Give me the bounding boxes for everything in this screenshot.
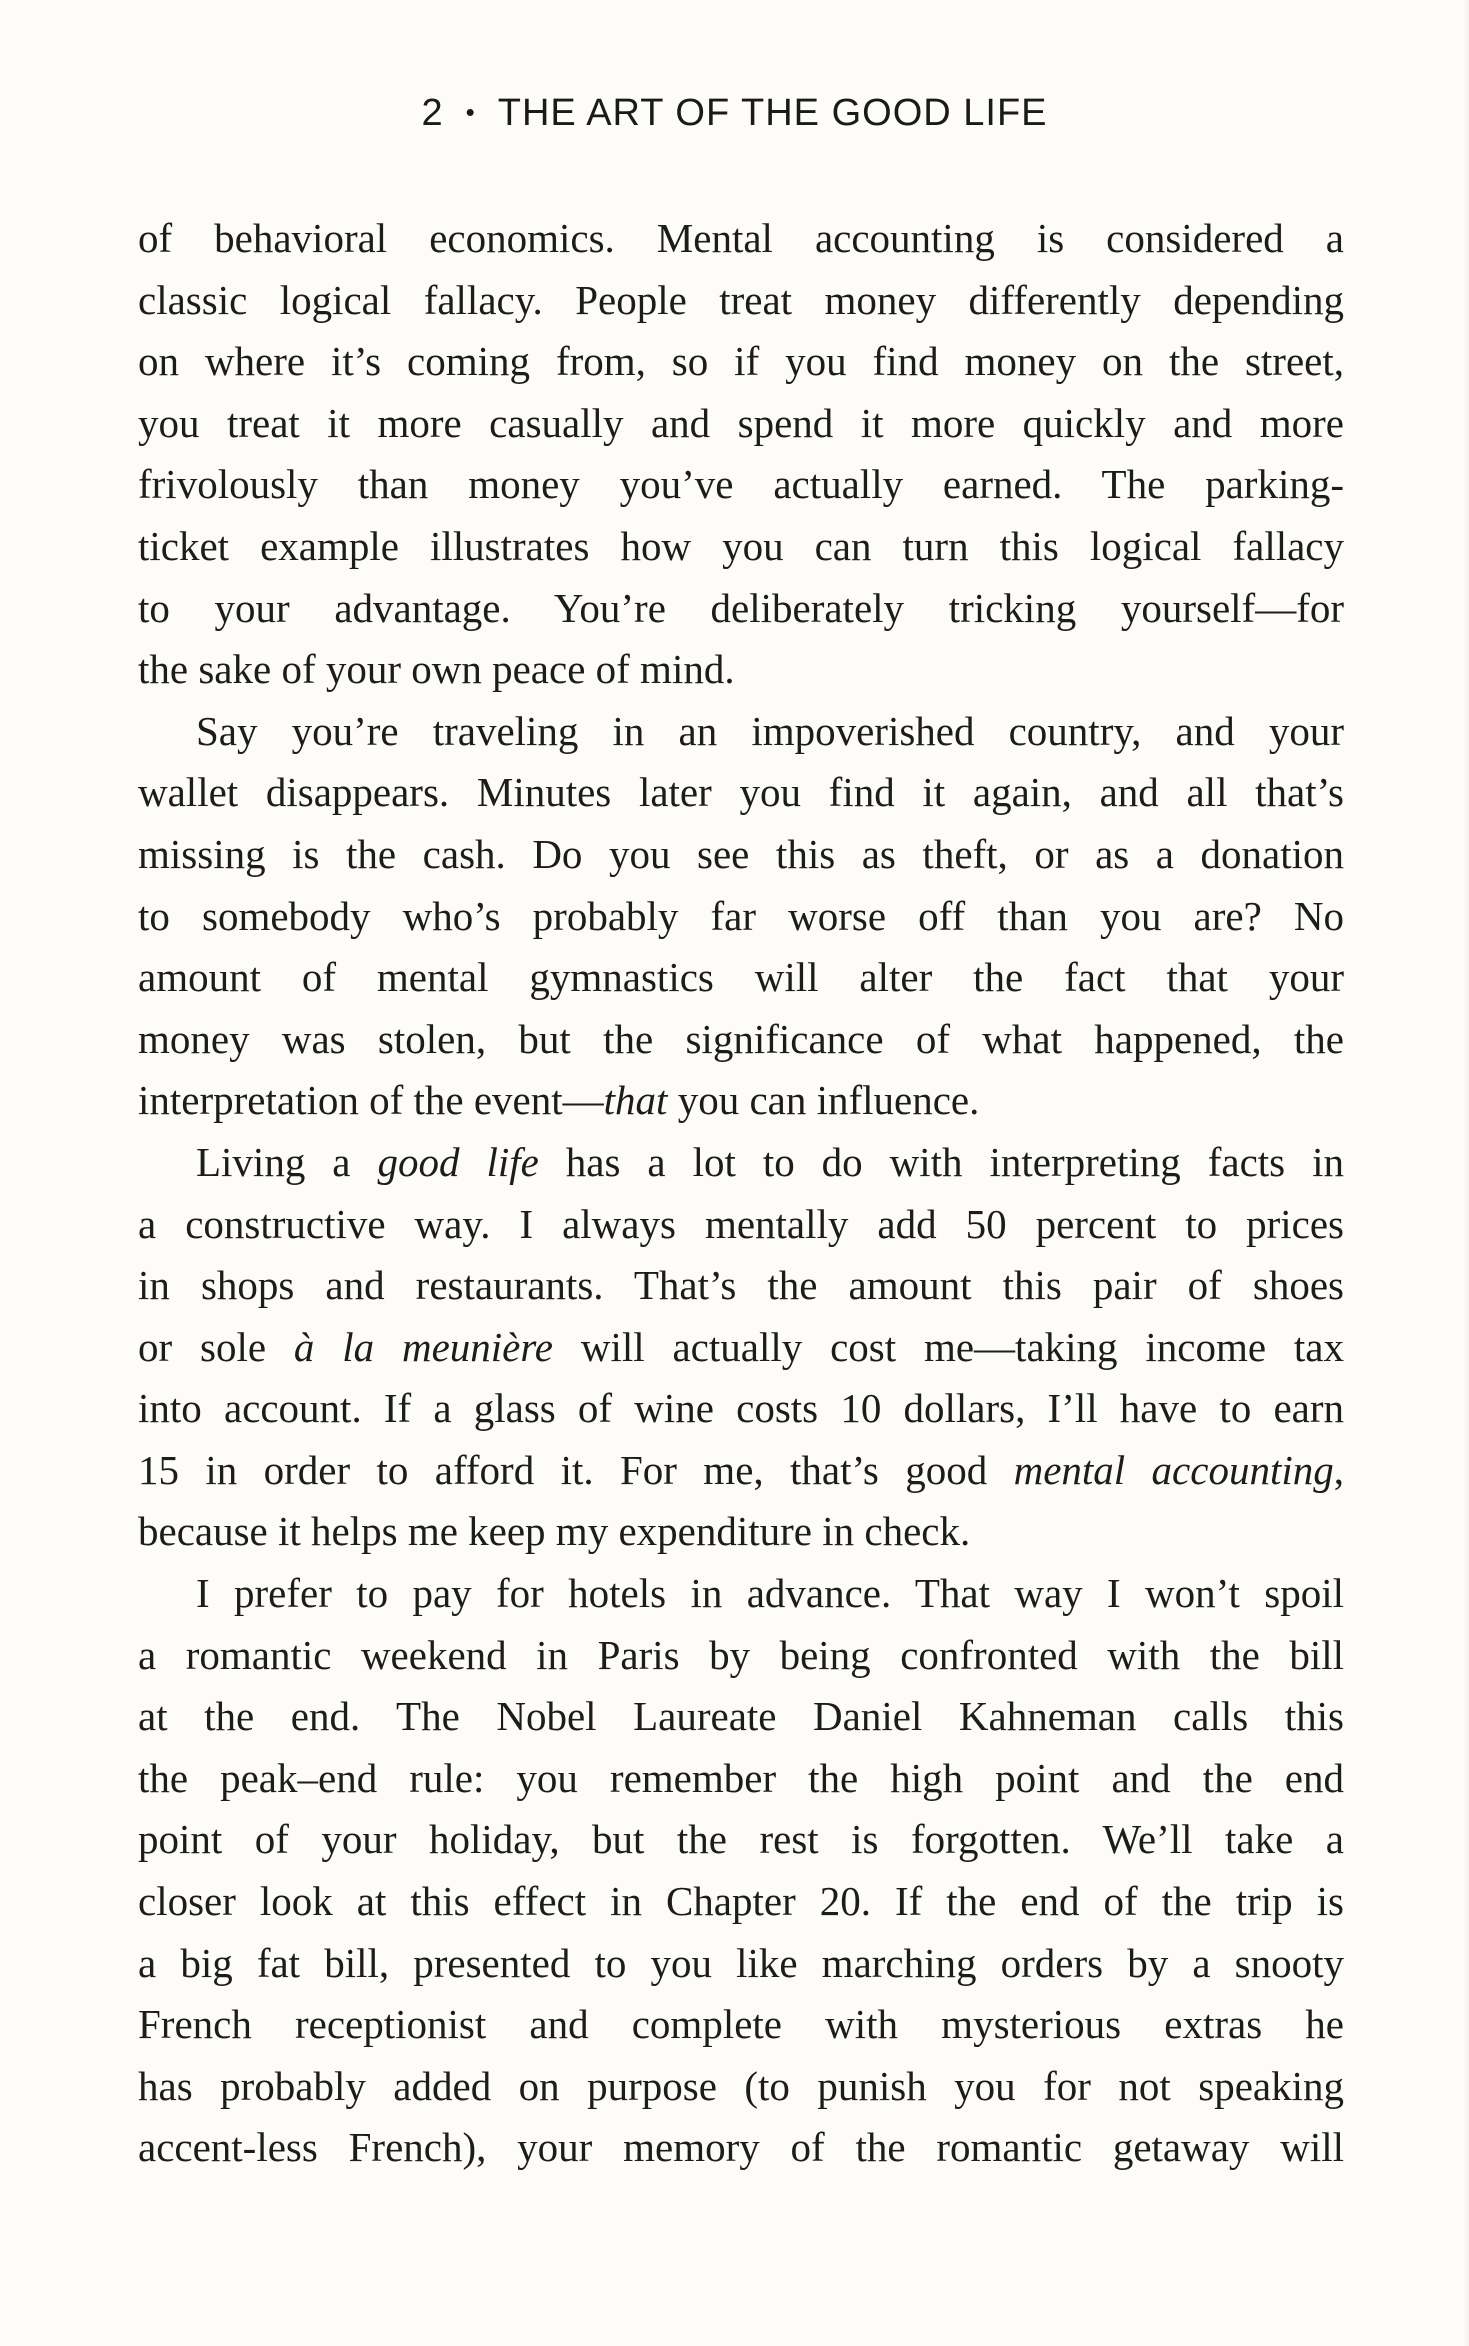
text-line: frivolously than money you’ve actually earned. The parking- [138, 461, 1344, 508]
text-run: will actually cost me—taking income tax [553, 1323, 1344, 1370]
text-line: wallet disappears. Minutes later you find it again, and all that’s [138, 769, 1344, 816]
text-run: , [1333, 1446, 1344, 1493]
text-run: or sole [138, 1323, 294, 1370]
text-line: at the end. The Nobel Laureate Daniel Kahneman calls this [138, 1693, 1344, 1740]
text-line: to your advantage. You’re deliberately tricking yourself—for [138, 584, 1344, 631]
text-line: point of your holiday, but the rest is forgotten. We’ll take a [138, 1816, 1344, 1863]
text-line: missing is the cash. Do you see this as theft, or as a donation [138, 830, 1344, 877]
paragraph-2 [138, 701, 1344, 1132]
text-line: the peak–end rule: you remember the high point and the end [138, 1754, 1344, 1801]
text-line: on where it’s coming from, so if you find money on the street, [138, 338, 1344, 385]
italic-emphasis: that [603, 1077, 668, 1124]
page-body [138, 208, 1344, 2179]
text-line: French receptionist and complete with mysterious extras he [138, 2001, 1344, 2048]
text-run: interpretation of the event— [138, 1077, 604, 1124]
text-line: Say you’re traveling in an impoverished country, and your [196, 707, 1344, 754]
text-line: amount of mental gymnastics will alter the fact that your [138, 954, 1344, 1001]
text-line: into account. If a glass of wine costs 10 dollars, I’ll have to earn [138, 1385, 1344, 1432]
text-line: a big fat bill, presented to you like marching orders by a snooty [138, 1939, 1344, 1986]
header-separator: • [465, 97, 476, 127]
text-line: accent-less French), your memory of the romantic getaway will [138, 2124, 1344, 2171]
text-line: to somebody who’s probably far worse off than you are? No [138, 892, 1344, 939]
italic-emphasis: mental accounting [1013, 1446, 1334, 1493]
text-line: has probably added on purpose (to punish you for not speaking [138, 2062, 1344, 2109]
text-line: ticket example illustrates how you can turn this logical fallacy [138, 522, 1344, 569]
text-line: of behavioral economics. Mental accounting is considered a [138, 215, 1344, 261]
text-line: you treat it more casually and spend it more quickly and more [138, 399, 1344, 446]
text-run: you can influence. [667, 1077, 980, 1124]
book-title: THE ART OF THE GOOD LIFE [497, 92, 1048, 134]
text-run: 15 in order to afford it. For me, that’s good [138, 1446, 1014, 1493]
italic-emphasis: à la meunière [293, 1323, 553, 1370]
text-line [138, 1132, 1344, 1194]
page-number: 2 [421, 92, 444, 134]
text-line: a constructive way. I always mentally add 50 percent to prices [138, 1200, 1344, 1247]
paragraph-1 [138, 208, 1344, 701]
text-line: classic logical fallacy. People treat money differently depending [138, 276, 1344, 323]
text-line [138, 1440, 1344, 1502]
text-line: I prefer to pay for hotels in advance. That way I won’t spoil [196, 1570, 1344, 1617]
text-line [138, 1070, 1344, 1132]
page-edge-shadow [1463, 0, 1469, 2346]
text-run: Living a [196, 1138, 378, 1185]
text-line: the sake of your own peace of mind. [138, 646, 735, 693]
running-head [0, 92, 1469, 135]
text-line: because it helps me keep my expenditure in check. [138, 1508, 971, 1555]
text-line: a romantic weekend in Paris by being confronted with the bill [138, 1631, 1344, 1678]
italic-emphasis: good life [377, 1138, 539, 1185]
text-line: in shops and restaurants. That’s the amount this pair of shoes [138, 1262, 1344, 1309]
text-line: closer look at this effect in Chapter 20. If the end of the trip is [138, 1878, 1344, 1925]
paragraph-3 [138, 1132, 1344, 1563]
paragraph-4 [138, 1563, 1344, 2179]
text-run: has a lot to do with interpreting facts in [538, 1138, 1344, 1185]
text-line [138, 1317, 1344, 1379]
text-line: money was stolen, but the significance of what happened, the [138, 1015, 1344, 1062]
